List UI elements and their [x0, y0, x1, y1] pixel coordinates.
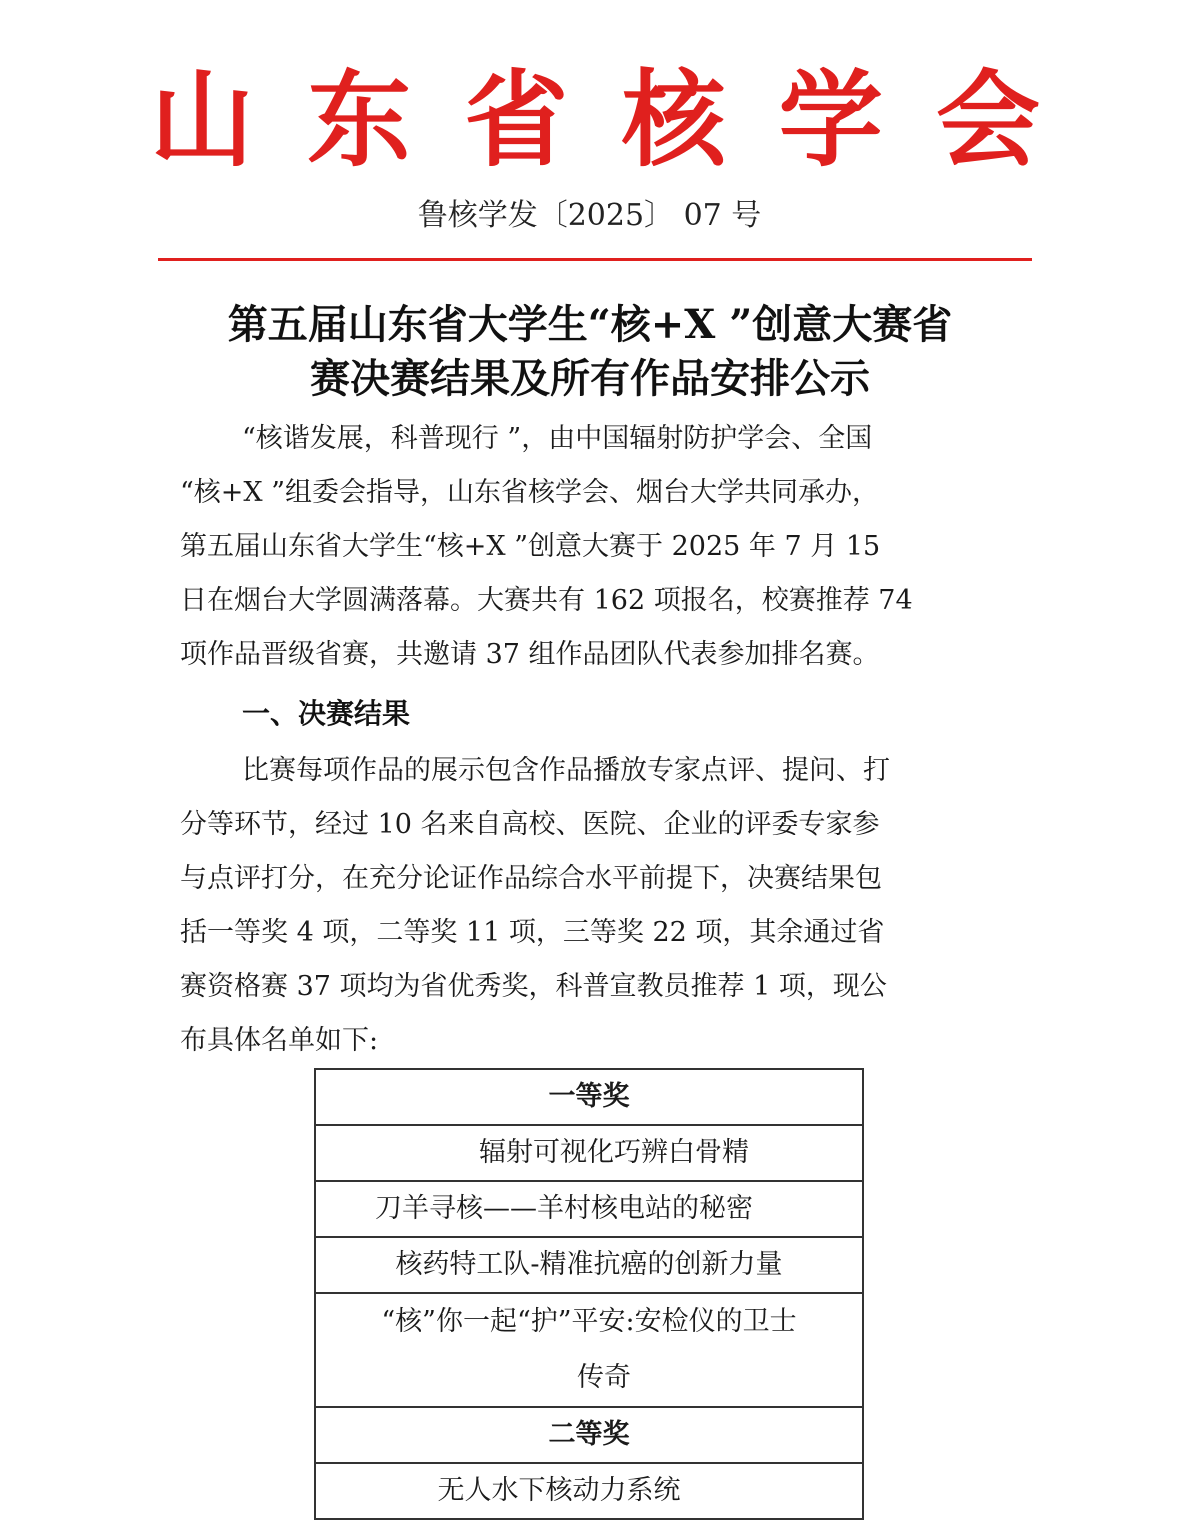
paragraph-line: 日在烟台大学圆满落幕。大赛共有 162 项报名，校赛推荐 74	[180, 585, 913, 616]
document-number: 鲁核学发〔2025〕 07 号	[417, 198, 762, 233]
award-entry: 无人水下核动力系统	[315, 1463, 863, 1519]
award-entry-line: “核”你一起“护”平安:安检仪的卫士	[381, 1306, 797, 1337]
first-prize-heading: 一等奖	[315, 1069, 863, 1125]
second-prize-heading: 二等奖	[315, 1407, 863, 1463]
award-entry: 辐射可视化巧辨白骨精	[315, 1125, 863, 1181]
paragraph-line: “核谐发展，科普现行 ”，由中国辐射防护学会、全国	[242, 423, 873, 454]
paragraph-line: “核+X ”组委会指导，山东省核学会、烟台大学共同承办，	[180, 477, 880, 508]
table-row	[315, 1181, 863, 1237]
award-entry	[315, 1293, 863, 1407]
org-title-char: 省	[464, 59, 569, 181]
results-paragraph	[180, 744, 1002, 1068]
awards-table	[314, 1068, 864, 1520]
award-entry-line: 传奇	[577, 1362, 631, 1393]
award-entry: 核药特工队-精准抗癌的创新力量	[315, 1237, 863, 1293]
table-row	[315, 1407, 863, 1463]
award-entry: 刀羊寻核——羊村核电站的秘密	[315, 1181, 863, 1237]
intro-paragraph	[180, 412, 1002, 682]
org-title-char: 会	[935, 59, 1040, 181]
org-title	[150, 60, 1040, 180]
org-title-char: 东	[307, 59, 412, 181]
paragraph-line: 比赛每项作品的展示包含作品播放专家点评、提问、打	[242, 755, 890, 786]
table-row	[315, 1069, 863, 1125]
paragraph-line: 括一等奖 4 项，二等奖 11 项，三等奖 22 项，其余通过省	[180, 917, 885, 948]
headline-line: 赛决赛结果及所有作品安排公示	[310, 355, 870, 402]
headline-line: 第五届山东省大学生“核+X ”创意大赛省	[227, 301, 953, 348]
table-row	[315, 1463, 863, 1519]
paragraph-line: 分等环节，经过 10 名来自高校、医院、企业的评委专家参	[180, 809, 880, 840]
org-title-char: 核	[621, 59, 726, 181]
table-row	[315, 1293, 863, 1407]
org-title-char: 学	[778, 59, 883, 181]
paragraph-line: 项作品晋级省赛，共邀请 37 组作品团队代表参加排名赛。	[180, 639, 880, 670]
paragraph-line: 第五届山东省大学生“核+X ”创意大赛于 2025 年 7 月 15	[180, 531, 881, 562]
paragraph-line: 与点评打分，在充分论证作品综合水平前提下，决赛结果包	[180, 863, 882, 894]
org-title-char: 山	[150, 59, 255, 181]
table-row	[315, 1237, 863, 1293]
table-row	[315, 1125, 863, 1181]
section-heading: 一、决赛结果	[242, 697, 411, 730]
paragraph-line: 布具体名单如下:	[180, 1025, 379, 1056]
red-divider	[158, 258, 1032, 261]
document-headline	[170, 298, 1010, 406]
paragraph-line: 赛资格赛 37 项均为省优秀奖，科普宣教员推荐 1 项，现公	[180, 971, 887, 1002]
